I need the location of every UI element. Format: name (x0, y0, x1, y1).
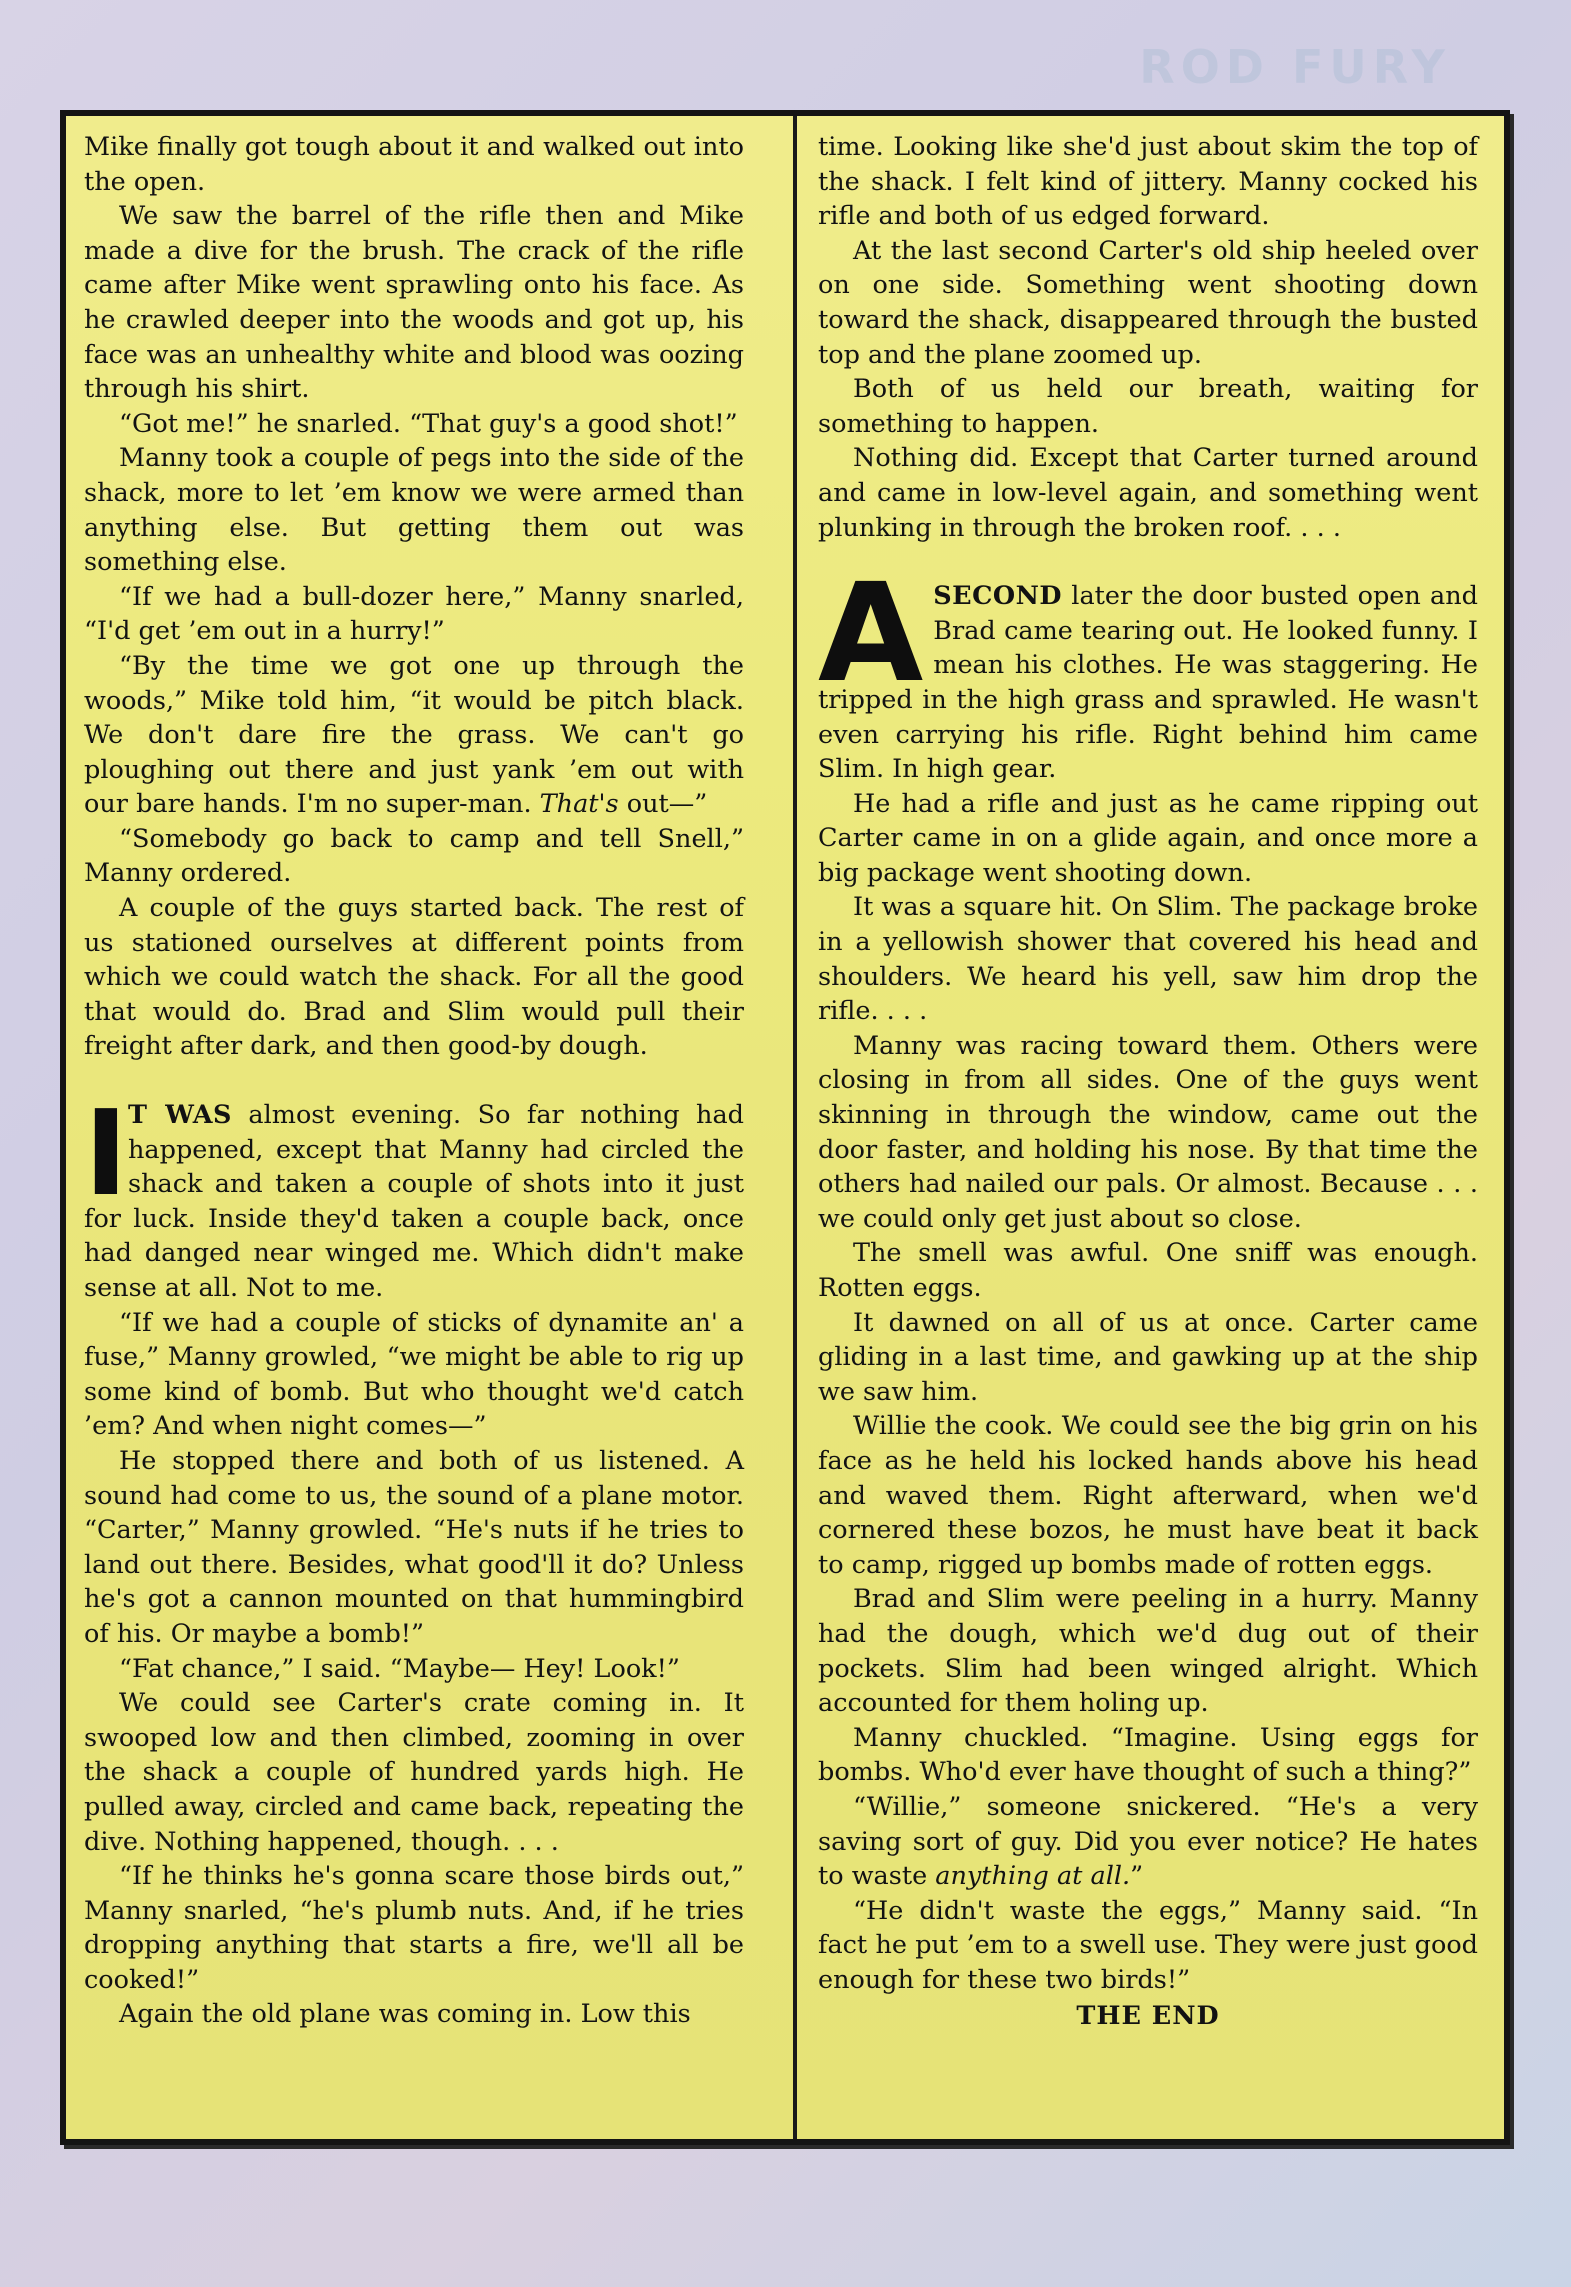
paragraph: At the last second Carter's old ship heeled over on one side. Something went shooting down toward the shack, disappeared through the busted top and the plane zoomed up. (818, 235, 1478, 370)
right-column (818, 130, 1478, 2034)
paragraph-tail: ” (1130, 1861, 1144, 1892)
paragraph: “If we had a bull-dozer here,” Manny snarled, “I'd get ’em out in a hurry!” (84, 581, 744, 647)
paragraph: We saw the barrel of the rifle then and Mike made a dive for the brush. The crack of the rifle came after Mike went sprawling onto his face. As he crawled deeper into the woods and got up, his face was an unhealthy white and blood was oozing through his shirt. (84, 201, 744, 405)
paragraph: time. Looking like she'd just about skim the top of the shack. I felt kind of jittery. Manny cocked his rifle and both of us edged forward. (818, 132, 1478, 232)
paragraph-tail: out—” (626, 789, 708, 820)
paragraph: Manny took a couple of pegs into the side of the shack, more to let ’em know we were armed than anything else. But getting them out was something else. (84, 443, 744, 578)
the-end-label: THE END (1076, 2001, 1220, 2032)
paragraph: Both of us held our breath, waiting for something to happen. (818, 374, 1478, 439)
section-opening-paragraph (84, 1084, 745, 1306)
paragraph: Nothing did. Except that Carter turned around and came in low-level again, and something went plunking in through the broken roof. . . . (818, 443, 1478, 543)
paragraph-text: “Willie,” someone snickered. “He's a very saving sort of guy. Did you ever notice? He hates to waste (818, 1791, 1478, 1892)
paragraph-text: “By the time we got one up through the woods,” Mike told him, “it would be pitch black. We don't dare fire the grass. We can't go ploughing out there and just yank ’em out with our bare hands. I'm no super-man. (84, 650, 744, 820)
paragraph: A couple of the guys started back. The rest of us stationed ourselves at different points from which we could watch the shack. For all the good that would do. Brad and Slim would pull their freight after dark, and then good-by dough. (84, 893, 744, 1062)
paragraph: The smell was awful. One sniff was enough. Rotten eggs. (818, 1238, 1478, 1303)
paragraph: Mike finally got tough about it and walked out into the open. (84, 132, 744, 197)
paragraph: We could see Carter's crate coming in. It swooped low and then climbed, zooming in over the shack a couple of hundred yards high. He pulled away, circled and came back, repeating the dive. Nothing happened, though. . . . (84, 1688, 744, 1857)
paragraph-text: almost evening. So far nothing had happened, except that Manny had circled the shack and taken a couple of shots into it just for luck. Inside they'd taken a couple back, once had danged near winged me. Which didn't make sense at all. Not to me. (84, 1100, 745, 1303)
paragraph: Willie the cook. We could see the big grin on his face as he held his locked hands above his head and waved them. Right afterward, when we'd cornered these bozos, he must have beat it back to camp, rigged up bombs made of rotten eggs. (818, 1411, 1478, 1580)
paragraph: “Somebody go back to camp and tell Snell,” Manny ordered. (84, 823, 744, 889)
background-title-mark: ROD FURY (1139, 40, 1451, 94)
paragraph: It was a square hit. On Slim. The package broke in a yellowish shower that covered his head and shoulders. We heard his yell, saw him drop the rifle. . . . (818, 892, 1478, 1027)
paragraph: “He didn't waste the eggs,” Manny said. “In fact he put ’em to a swell use. They were just good enough for these two birds!” (818, 1895, 1478, 1995)
drop-cap: I (84, 1084, 128, 1223)
story-panel (60, 110, 1510, 2145)
paragraph: “If we had a couple of sticks of dynamite an' a fuse,” Manny growled, “we might be able to rig up some kind of bomb. But who thought we'd catch ’em? And when night comes—” (84, 1307, 744, 1442)
paragraph: Brad and Slim were peeling in a hurry. Manny had the dough, which we'd dug out of their pockets. Slim had been winged alright. Which accounted for them holing up. (818, 1584, 1478, 1719)
section-break (84, 1064, 744, 1098)
paragraph: Manny chuckled. “Imagine. Using eggs for bombs. Who'd ever have thought of such a thing?” (818, 1722, 1478, 1788)
paragraph: “Fat chance,” I said. “Maybe— Hey! Look!” (119, 1653, 680, 1684)
paragraph: He stopped there and both of us listened. A sound had come to us, the sound of a plane motor. “Carter,” Manny growled. “He's nuts if he tries to land out there. Besides, what good'll it do? Unless he's got a cannon mounted on that hummingbird of his. Or maybe a bomb!” (84, 1445, 744, 1649)
left-column (84, 130, 744, 2032)
paragraph: It dawned on all of us at once. Carter came gliding in a last time, and gawking up at the ship we saw him. (818, 1307, 1478, 1407)
paragraph: “If he thinks he's gonna scare those birds out,” Manny snarled, “he's plumb nuts. And, if he tries dropping anything that starts a fire, we'll all be cooked!” (84, 1861, 744, 1995)
column-divider (793, 116, 797, 2139)
paragraph (84, 649, 744, 822)
paragraph: He had a rifle and just as he came ripping out Carter came in on a glide again, and once more a big package went shooting down. (818, 788, 1478, 888)
paragraph-text: later the door busted open and Brad came tearing out. He looked funny. I mean his clothes. He was staggering. He tripped in the high grass and sprawled. He wasn't even carrying his rifle. Right behind him came Slim. In high gear. (818, 581, 1478, 785)
italic-word: That's (539, 789, 619, 820)
paragraph: Again the old plane was coming in. Low this (119, 1999, 691, 2030)
section-opening-paragraph (818, 555, 1478, 787)
drop-cap: A (818, 555, 924, 714)
lead-words: SECOND (933, 581, 1063, 612)
italic-phrase: anything at all. (935, 1861, 1131, 1892)
paragraph: Manny was racing toward them. Others were closing in from all sides. One of the guys went skinning in through the window, came out the door faster, and holding his nose. By that time the others had nailed our pals. Or almost. Because . . . we could only get just about so close. (818, 1030, 1478, 1234)
lead-words: T WAS (128, 1100, 232, 1131)
paragraph (818, 1790, 1478, 1894)
paragraph: “Got me!” he snarled. “That guy's a good shot!” (119, 408, 738, 439)
